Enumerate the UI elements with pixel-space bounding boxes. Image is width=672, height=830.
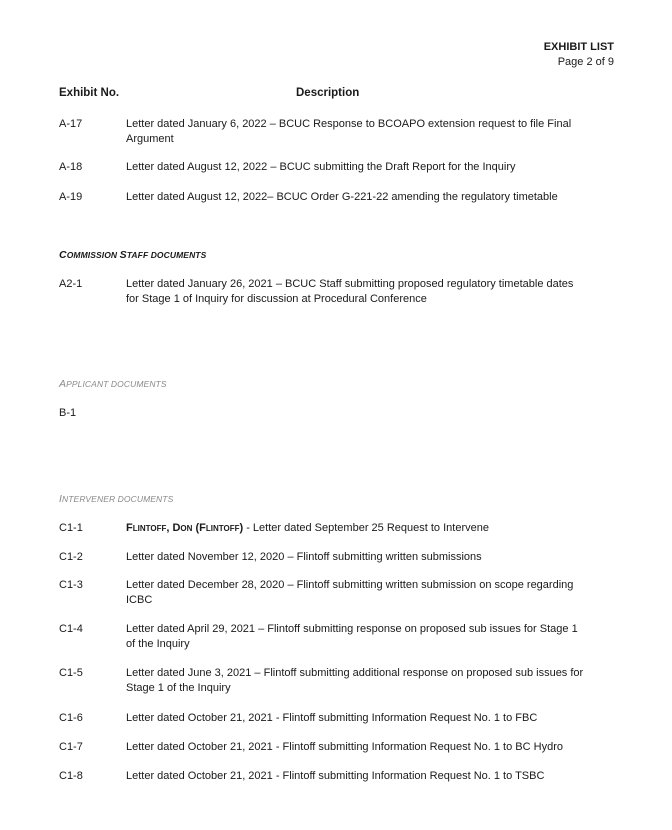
description-header: Description: [296, 87, 360, 99]
exhibit-description: Letter dated October 21, 2021 - Flintoff submitting Information Request No. 1 to TSBC: [126, 770, 545, 782]
exhibit-no-header: Exhibit No.: [59, 87, 120, 99]
exhibit-number: A-19: [59, 191, 83, 203]
exhibit-description: Letter dated January 6, 2022 – BCUC Response to BCOAPO extension request to file Final Argument: [126, 118, 572, 145]
exhibit-number: C1-3: [59, 579, 83, 591]
document-title: EXHIBIT LIST: [543, 41, 614, 53]
exhibit-number: B-1: [59, 407, 77, 419]
intervener-name: Flintoff, Don (Flintoff): [126, 522, 244, 534]
exhibit-description: Flintoff, Don (Flintoff) - Letter dated September 25 Request to Intervene: [126, 522, 489, 534]
exhibit-description: Letter dated June 3, 2021 – Flintoff submitting additional response on proposed sub issues for Stage 1 of the Inquiry: [126, 667, 584, 694]
exhibit-number: C1-2: [59, 551, 83, 563]
section-heading-applicant: APPLICANT DOCUMENTS: [59, 378, 167, 390]
exhibit-number: C1-7: [59, 741, 83, 753]
exhibit-number: A-17: [59, 118, 83, 130]
exhibit-number: C1-6: [59, 712, 83, 724]
exhibit-description: Letter dated December 28, 2020 – Flintoff submitting written submission on scope regarding ICBC: [126, 579, 574, 606]
exhibit-description: Letter dated August 12, 2022– BCUC Order G-221-22 amending the regulatory timetable: [126, 191, 558, 203]
exhibit-number: A-18: [59, 161, 83, 173]
exhibit-number: C1-5: [59, 667, 83, 679]
page-header: [544, 40, 614, 70]
exhibit-description: Letter dated April 29, 2021 – Flintoff submitting response on proposed sub issues for Stage 1 of the Inquiry: [126, 623, 578, 650]
exhibit-number: C1-1: [59, 522, 83, 534]
exhibit-number: C1-8: [59, 770, 83, 782]
exhibit-description: Letter dated August 12, 2022 – BCUC submitting the Draft Report for the Inquiry: [126, 161, 516, 173]
exhibit-description: Letter dated October 21, 2021 - Flintoff submitting Information Request No. 1 to BC Hydro: [126, 741, 563, 753]
exhibit-description: Letter dated November 12, 2020 – Flintoff submitting written submissions: [126, 551, 482, 563]
exhibit-description: Letter dated January 26, 2021 – BCUC Staff submitting proposed regulatory timetable dates for Stage 1 of Inquiry for discussion at Procedural Conference: [126, 278, 574, 305]
section-heading-commission-staff: COMMISSION STAFF DOCUMENTS: [59, 249, 207, 261]
page-number: Page 2 of 9: [557, 56, 614, 68]
exhibit-number: A2-1: [59, 278, 83, 290]
exhibit-description: Letter dated October 21, 2021 - Flintoff submitting Information Request No. 1 to FBC: [126, 712, 538, 724]
section-heading-intervener: INTERVENER DOCUMENTS: [59, 493, 174, 505]
exhibit-number: C1-4: [59, 623, 83, 635]
